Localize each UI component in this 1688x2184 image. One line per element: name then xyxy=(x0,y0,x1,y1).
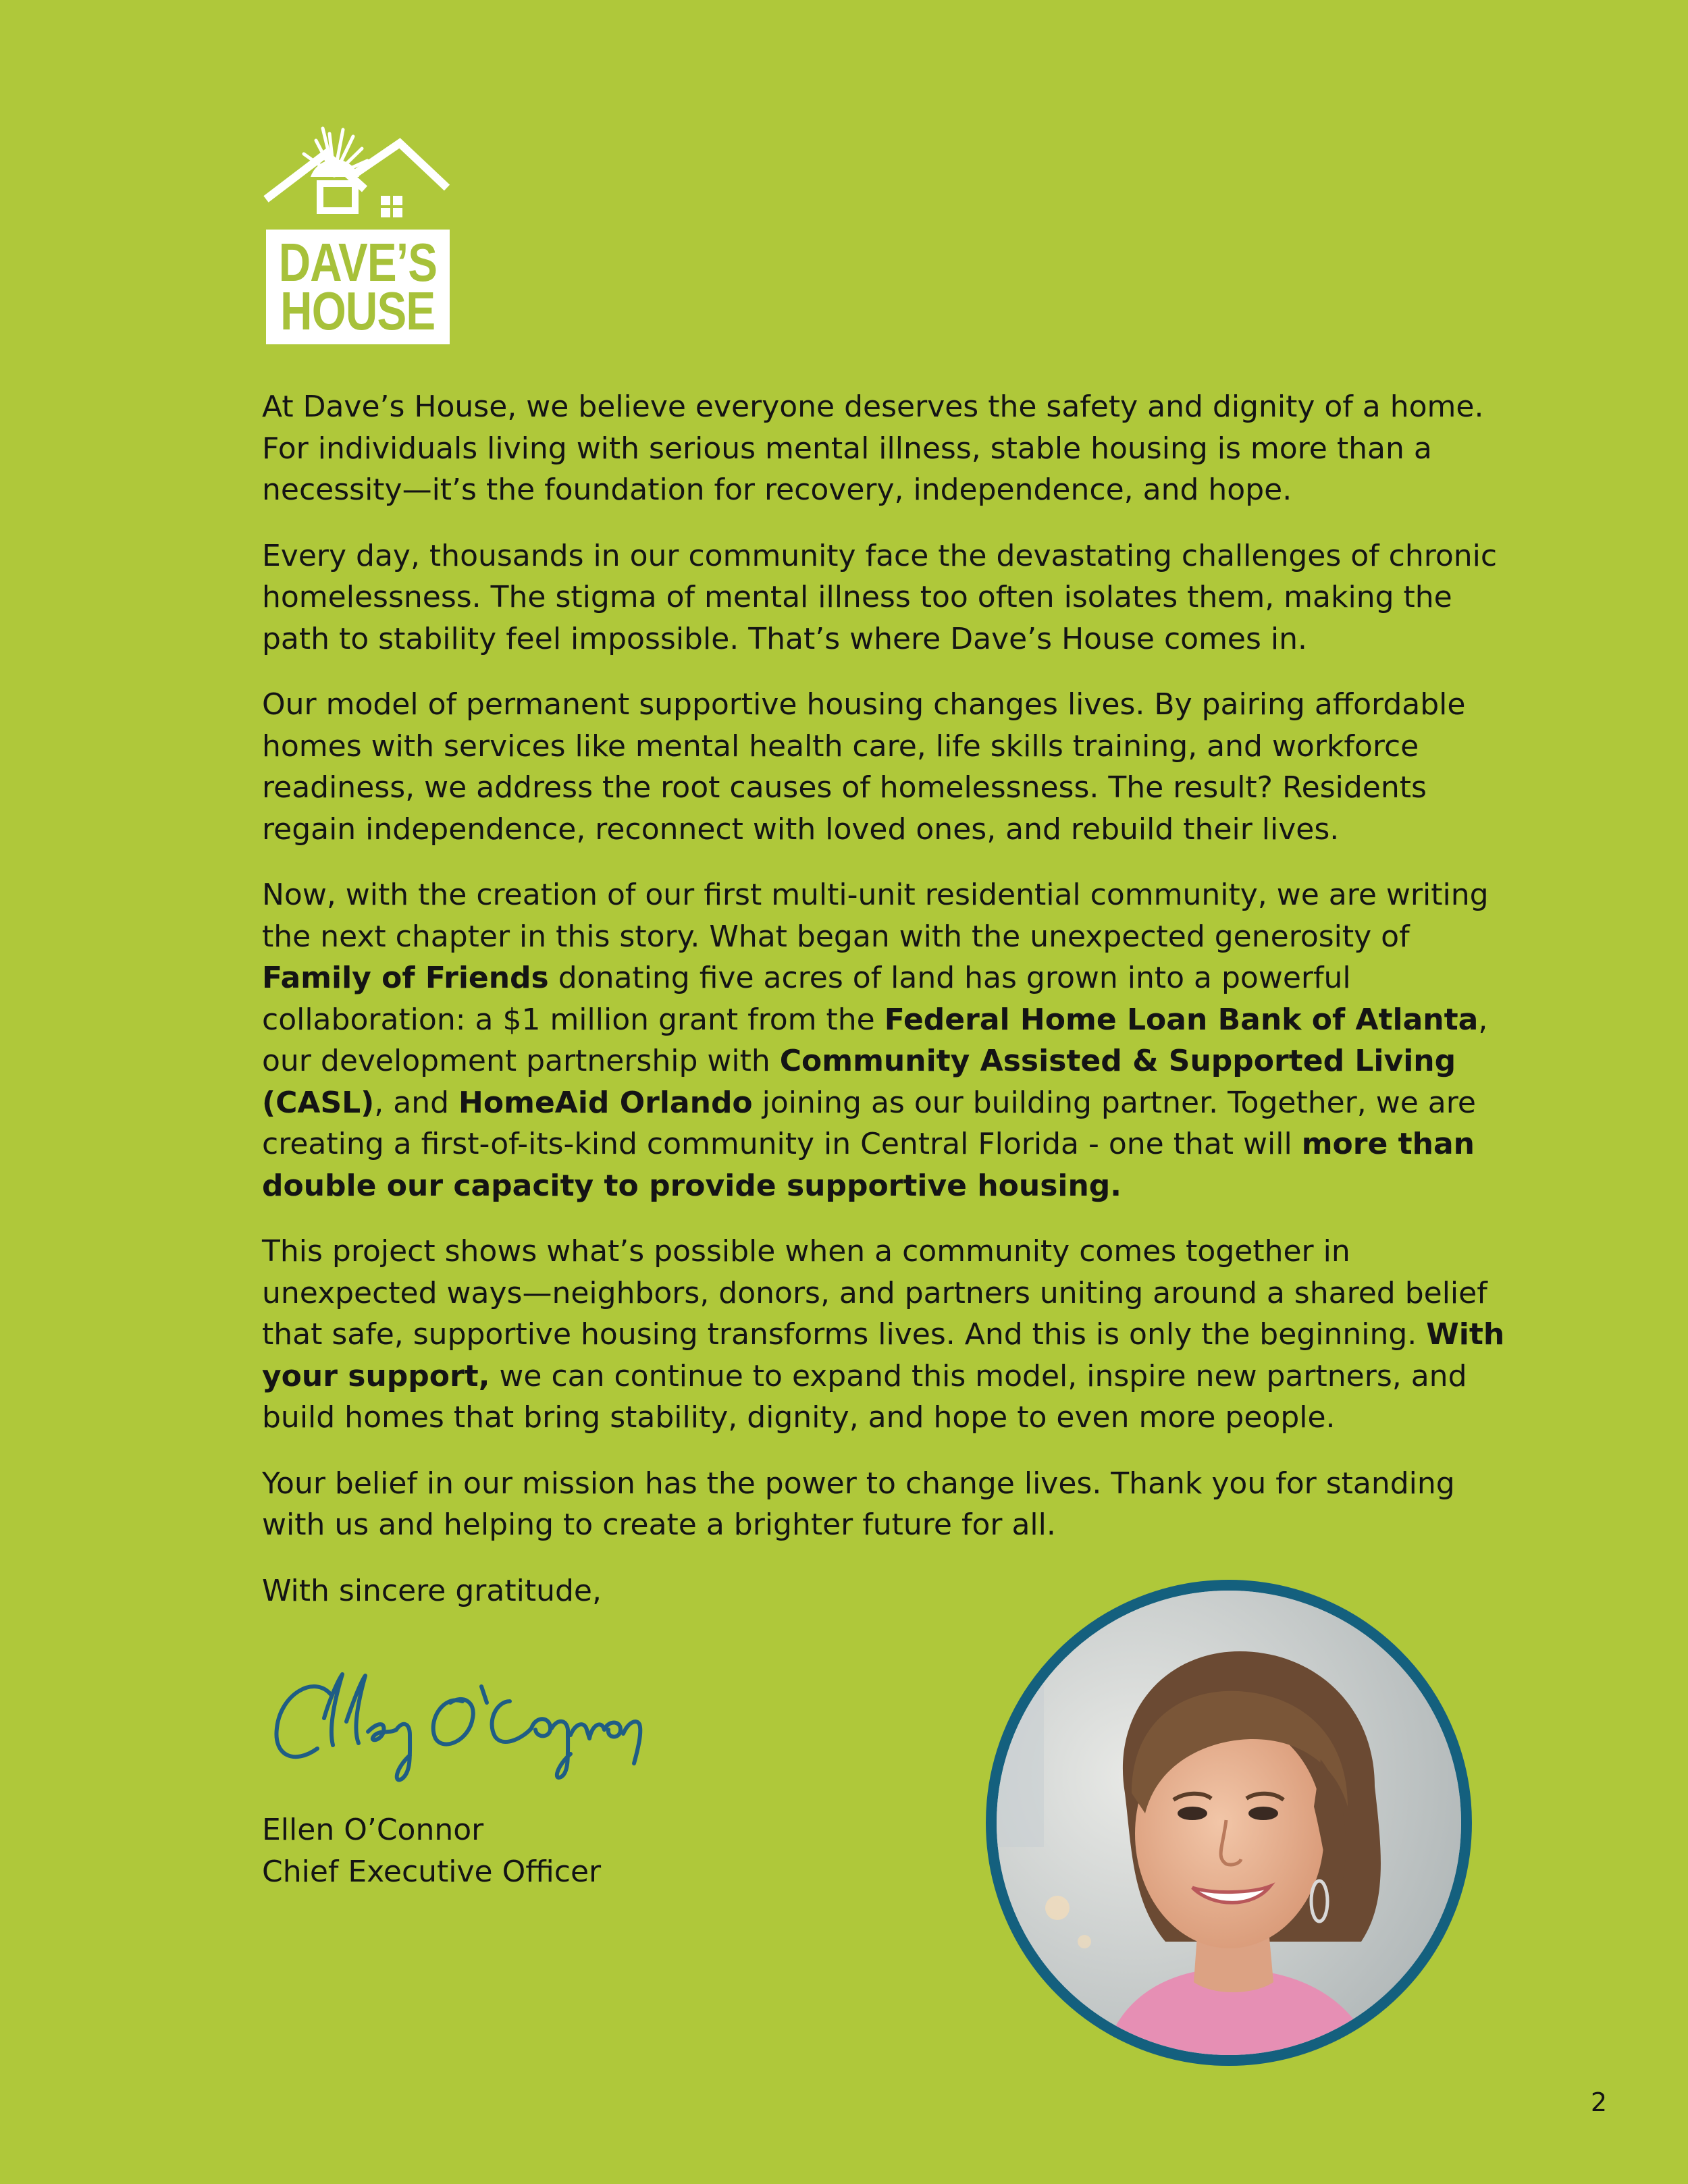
family-of-friends: Family of Friends xyxy=(262,961,549,995)
fhlb-atlanta: Federal Home Loan Bank of Atlanta xyxy=(884,1002,1479,1037)
signer-title: Chief Executive Officer xyxy=(262,1854,602,1889)
closing-line: With sincere gratitude, xyxy=(262,1573,602,1608)
signer-block xyxy=(262,1809,601,1892)
paragraph-3: Our model of permanent supportive housing changes lives. By pairing affordable homes with services like mental health care, life skills training, and workforce readiness, we address the root causes of homelessness. The result? Residents regain independence, reconnect with loved ones, and rebuild their lives. xyxy=(262,687,1466,847)
logo-line-2: HOUSE xyxy=(280,281,436,341)
p4-text-3: , our development partnership with xyxy=(262,1002,1488,1078)
page-number: 2 xyxy=(1590,2087,1607,2117)
signer-name: Ellen O’Connor xyxy=(262,1813,484,1847)
letter-body xyxy=(262,386,1525,1636)
p4-text-5: joining as our building partner. Together, we are creating a first-of-its-kind community in Central Florida - one that will xyxy=(262,1085,1476,1161)
daves-house-logo xyxy=(263,122,452,344)
paragraph-6: Your belief in our mission has the power to change lives. Thank you for standing with us and helping to create a brighter future for all. xyxy=(262,1466,1455,1542)
paragraph-1: At Dave’s House, we believe everyone deserves the safety and dignity of a home. For individuals living with serious mental illness, stable housing is more than a necessity—it’s the foundation for recovery, independence, and hope. xyxy=(262,390,1484,507)
ceo-portrait-photo xyxy=(986,1580,1472,2066)
p4-text-4: , and xyxy=(374,1085,459,1120)
with-your-support: With your support, xyxy=(262,1317,1505,1393)
homeaid-orlando: HomeAid Orlando xyxy=(458,1085,753,1120)
handwritten-signature xyxy=(267,1654,726,1789)
portrait-illustration xyxy=(997,1591,1461,2055)
p5-text-2: we can continue to expand this model, inspire new partners, and build homes that bring stability, dignity, and hope to even more people. xyxy=(262,1358,1467,1435)
p4-text-1: Now, with the creation of our first multi-unit residential community, we are writing the next chapter in this story. What began with the unexpected generosity of xyxy=(262,878,1489,954)
logo-wordmark xyxy=(266,230,450,344)
casl: Community Assisted & Supported Living (CASL) xyxy=(262,1044,1456,1120)
house-sun-icon xyxy=(263,122,452,230)
p4-text-2: donating five acres of land has grown into a powerful collaboration: a $1 million grant from the xyxy=(262,961,1351,1037)
capacity-statement: more than double our capacity to provide supportive housing. xyxy=(262,1127,1475,1203)
paragraph-2: Every day, thousands in our community face the devastating challenges of chronic homelessness. The stigma of mental illness too often isolates them, making the path to stability feel impossible. That’s where Dave’s House comes in. xyxy=(262,538,1498,656)
p5-text-1: This project shows what’s possible when a community comes together in unexpected ways—neighbors, donors, and partners uniting around a shared belief that safe, supportive housing transforms lives. And this is only the beginning. xyxy=(262,1234,1487,1352)
logo-line-1: DAVE’S xyxy=(278,232,438,292)
paragraph-5 xyxy=(262,1231,1525,1439)
paragraph-4 xyxy=(262,874,1525,1206)
